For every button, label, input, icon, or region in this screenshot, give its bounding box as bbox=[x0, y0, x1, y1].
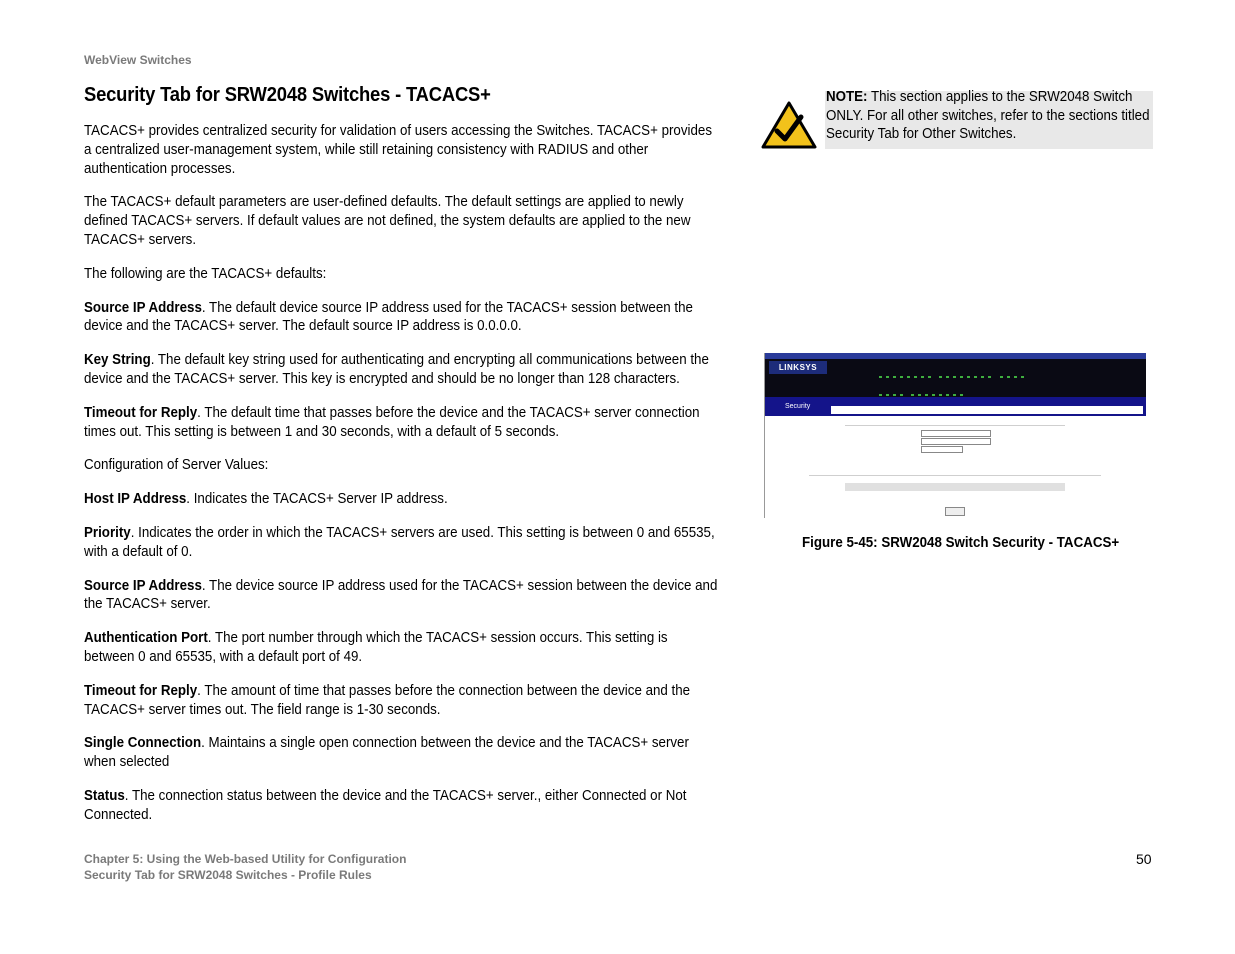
definition-timeout-default bbox=[84, 404, 719, 442]
security-label: Security bbox=[785, 403, 811, 410]
definition-text: . The default device source IP address used for the TACACS+ session between the device and the TACACS+ server. The default source IP address is 0.0.0.0. bbox=[84, 299, 693, 335]
footer-chapter: Chapter 5: Using the Web-based Utility for Configuration bbox=[84, 852, 407, 866]
definition-text: . Indicates the order in which the TACACS+ servers are used. This setting is between 0 and 65535, with a default of 0. bbox=[84, 524, 715, 560]
figure-tabs bbox=[831, 398, 1023, 404]
definition-source-ip bbox=[84, 577, 719, 615]
figure-field bbox=[921, 446, 963, 453]
definition-term: Source IP Address bbox=[84, 299, 202, 316]
definition-auth-port bbox=[84, 629, 719, 667]
paragraph: The TACACS+ default parameters are user-defined defaults. The default settings are applied to newly defined TACACS+ servers. If default values are not defined, the system defaults are applied to the new TACACS+ servers. bbox=[84, 194, 691, 248]
note bbox=[826, 88, 1154, 144]
page-title: Security Tab for SRW2048 Switches - TACACS+ bbox=[84, 84, 491, 106]
definition-term: Single Connection bbox=[84, 735, 202, 752]
definition-term: Key String bbox=[84, 352, 151, 369]
definition-text: . The device source IP address used for the TACACS+ session between the device and the TACACS+ server. bbox=[84, 577, 718, 613]
figure-subnav bbox=[831, 406, 1143, 414]
port-status-leds bbox=[877, 367, 1027, 381]
definition-term: Priority bbox=[84, 524, 131, 541]
definition-status bbox=[84, 787, 719, 825]
definition-priority bbox=[84, 524, 719, 562]
paragraph: TACACS+ provides centralized security for validation of users accessing the Switches. TACACS+ provides a centralized user-management system, while still retaining consistency with RADIUS and other authentication processes. bbox=[84, 123, 713, 177]
definition-text: . Indicates the TACACS+ Server IP address. bbox=[186, 491, 448, 508]
figure-divider bbox=[809, 475, 1101, 476]
figure-field bbox=[921, 438, 991, 445]
figure-divider bbox=[845, 425, 1065, 426]
footer bbox=[84, 851, 406, 883]
definition-source-ip-default bbox=[84, 299, 719, 337]
definition-host-ip bbox=[84, 490, 719, 509]
definition-text: . Maintains a single open connection between the device and the TACACS+ server when selected bbox=[84, 735, 689, 771]
figure-field bbox=[921, 430, 991, 437]
running-header: WebView Switches bbox=[84, 53, 192, 67]
note-label: NOTE: bbox=[826, 89, 868, 105]
page-number: 50 bbox=[1136, 851, 1152, 867]
definition-text: . The default time that passes before the device and the TACACS+ server connection times out. This setting is between 1 and 30 seconds, with a default of 5 seconds. bbox=[84, 404, 700, 440]
definition-term: Timeout for Reply bbox=[84, 404, 198, 421]
footer-section: Security Tab for SRW2048 Switches - Profile Rules bbox=[84, 868, 372, 882]
definition-term: Timeout for Reply bbox=[84, 682, 198, 699]
definition-text: . The port number through which the TACACS+ session occurs. This setting is between 0 and 65535, with a default port of 49. bbox=[84, 630, 668, 665]
figure-divider bbox=[845, 483, 1065, 491]
definition-text: . The connection status between the device and the TACACS+ server., either Connected or Not Connected. bbox=[84, 787, 687, 823]
figure-top-strip bbox=[765, 353, 1146, 359]
definition-single-connection bbox=[84, 734, 719, 772]
linksys-logo: LINKSYS bbox=[769, 361, 827, 374]
paragraph: The following are the TACACS+ defaults: bbox=[84, 265, 327, 282]
screenshot-figure bbox=[764, 353, 1146, 518]
definition-text: . The default key string used for authenticating and encrypting all communications between the device and the TACACS+ server. This key is encrypted and should be no longer than 128 characters. bbox=[84, 352, 709, 387]
figure-submit-button bbox=[945, 507, 965, 516]
definition-timeout bbox=[84, 682, 719, 720]
definition-key-string bbox=[84, 351, 719, 389]
definition-term: Status bbox=[84, 787, 125, 804]
definition-text: . The amount of time that passes before the connection between the device and the TACACS+ server times out. The field range is 1-30 seconds. bbox=[84, 682, 691, 718]
body-text bbox=[84, 122, 719, 840]
definition-term: Authentication Port bbox=[84, 630, 208, 647]
note-text: This section applies to the SRW2048 Switch ONLY. For all other switches, refer to the sections titled Security Tab for Other Switches. bbox=[826, 89, 1150, 142]
figure-caption: Figure 5-45: SRW2048 Switch Security - TACACS+ bbox=[802, 535, 1120, 551]
definition-term: Source IP Address bbox=[84, 577, 202, 594]
definition-term: Host IP Address bbox=[84, 491, 187, 508]
paragraph: Configuration of Server Values: bbox=[84, 457, 269, 474]
warning-check-icon bbox=[761, 101, 817, 149]
